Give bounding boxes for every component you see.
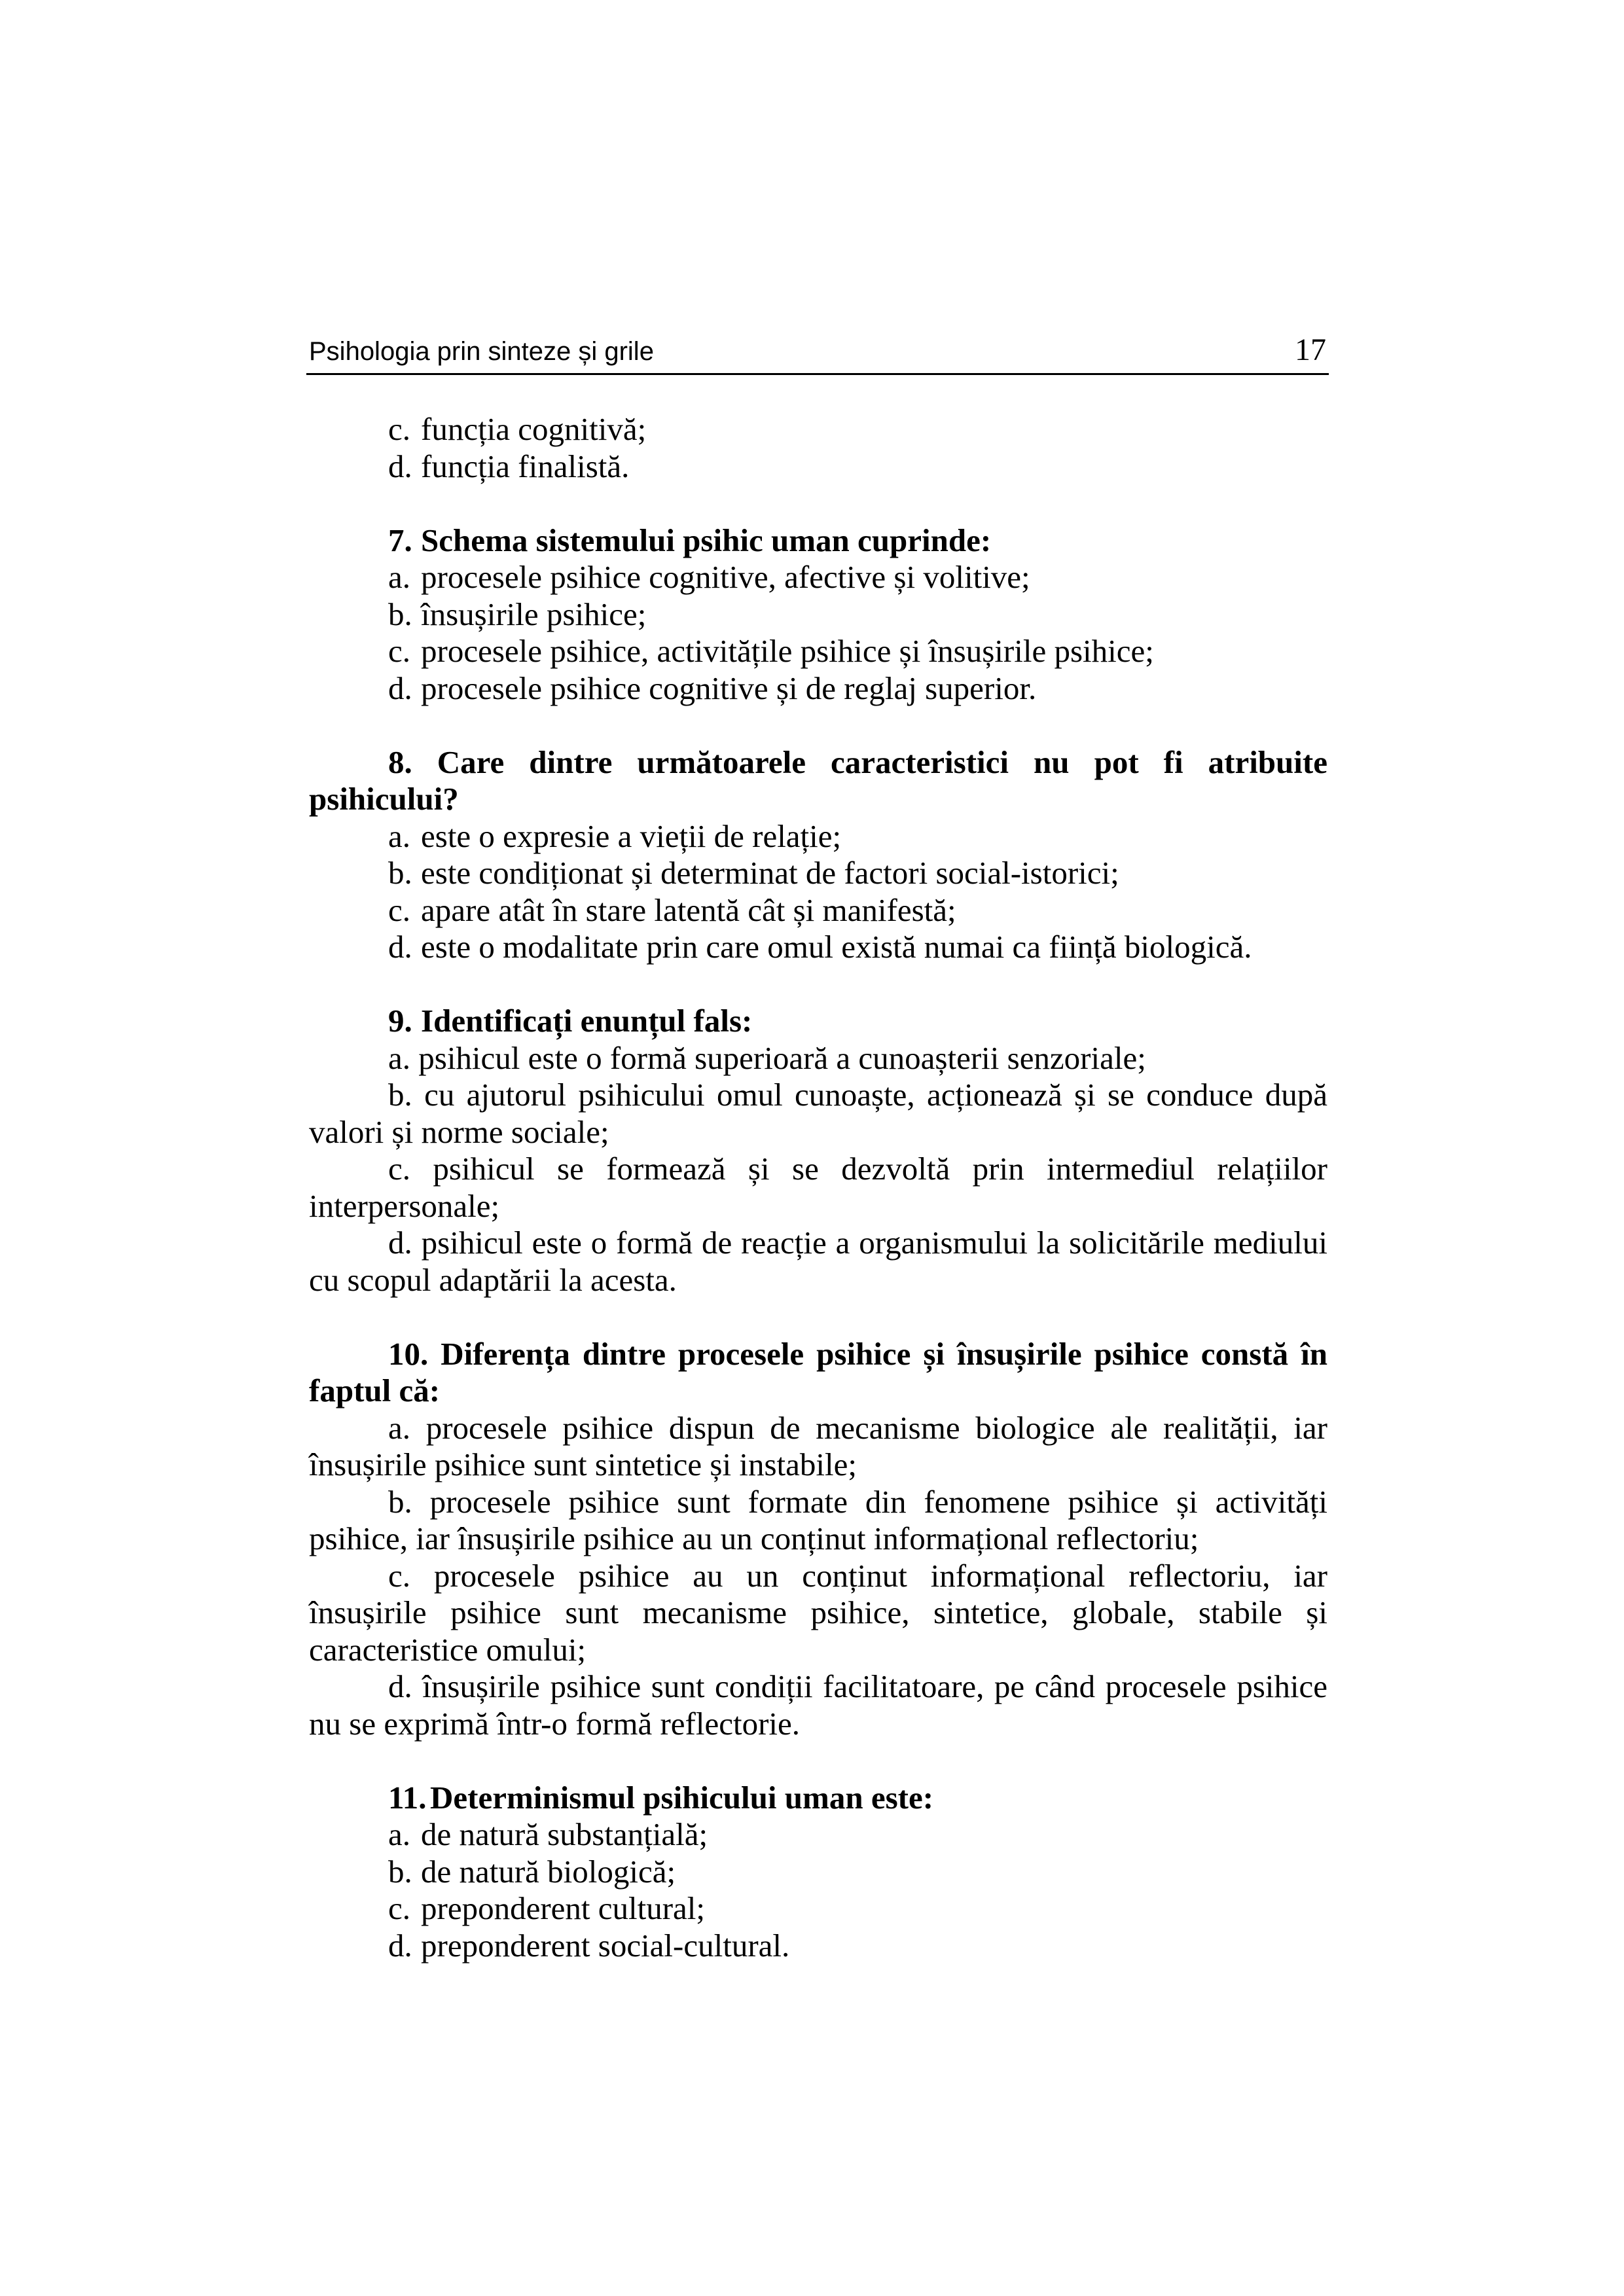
question-7 [309,522,1327,708]
option-c [309,892,1327,929]
option-a [309,1816,1327,1854]
option-b [309,855,1327,892]
option-d [309,670,1327,708]
question-number: 11. [388,1779,427,1816]
question-text: Determinismul psihicului uman este: [430,1779,934,1816]
question-text: Schema sistemului psihic uman cuprinde: [421,522,992,558]
question-number: 9. [388,1003,412,1039]
option-a: a. procesele psihice dispun de mecanisme biologice ale realității, iar însușirile psihice sunt sintetice și instabile; [309,1409,1327,1482]
option-c [309,1890,1327,1928]
option-text: procesele psihice cognitive și de reglaj superior. [421,670,1037,706]
option-d [309,1928,1327,1965]
question-8 [309,744,1327,966]
question-title [309,522,1327,560]
option-text: procesele psihice cognitive, afective și volitive; [421,559,1030,595]
option-d [309,448,1327,486]
question-title [309,1003,1327,1040]
option-text: de natură biologică; [421,1853,676,1890]
question-number: 7. [388,522,412,558]
option-c: c. psihicul se formează și se dezvoltă prin intermediul relațiilor interpersonale; [309,1151,1327,1224]
option-text: însușirile psihice; [421,596,647,632]
option-text: este o expresie a vieții de relație; [421,817,842,854]
option-text: este condiționat și determinat de factori social-istorici; [421,855,1119,891]
option-c: c. procesele psihice au un conținut informațional reflectoriu, iar însușirile psihice sunt mecanisme psihice, sintetice, globale, stabile și caracteristice omului; [309,1557,1327,1668]
question-11 [309,1780,1327,1965]
option-letter: d. [388,670,412,706]
option-text: este o modalitate prin care omul există numai ca ființă biologică. [421,929,1252,965]
option-letter: a. [388,559,410,595]
option-d: d. însușirile psihice sunt condiții facilitatoare, pe când procesele psihice nu se exprimă într-o formă reflectorie. [309,1668,1327,1742]
option-text: apare atât în stare latentă cât și manifestă; [421,891,956,928]
option-c [309,633,1327,670]
question-text: Identificați enunțul fals: [421,1003,753,1039]
option-b: b. cu ajutorul psihicului omul cunoaște, acționează și se conduce după valori și norme sociale; [309,1077,1327,1150]
option-a [309,818,1327,855]
option-text: preponderent social-cultural. [421,1927,790,1964]
option-b: b. procesele psihice sunt formate din fenomene psihice și activități psihice, iar însușirile psihice au un conținut informațional reflectoriu; [309,1483,1327,1556]
option-letter: d. [388,929,412,965]
option-b [309,1854,1327,1891]
question-9 [309,1003,1327,1299]
option-letter: d. [388,1927,412,1964]
option-text: preponderent cultural; [421,1890,706,1926]
option-letter: a. [388,1816,410,1852]
option-text: de natură substanțială; [421,1816,708,1852]
option-d: d. psihicul este o formă de reacție a organismului la solicitările mediului cu scopul adaptării la acesta. [309,1225,1327,1298]
page-number: 17 [1295,332,1326,367]
option-letter: a. [388,817,410,854]
option-letter: b. [388,1853,412,1890]
option-text: procesele psihice, activitățile psihice și însușirile psihice; [421,633,1154,669]
question-title [309,1780,1327,1817]
question-title: 8. Care dintre următoarele caracteristici nu pot fi atribuite psihicului? [309,744,1327,817]
question-title: 10. Diferența dintre procesele psihice și însușirile psihice constă în faptul că: [309,1335,1327,1408]
question-10 [309,1336,1327,1743]
option-text: funcția cognitivă; [421,411,647,447]
page-body [309,411,1327,2001]
option-letter: c. [388,891,410,928]
option-letter: d. [388,448,412,484]
option-letter: c. [388,633,410,669]
question-6-tail [309,411,1327,485]
option-text: funcția finalistă. [421,448,630,484]
option-letter: b. [388,855,412,891]
option-letter: c. [388,411,410,447]
running-title: Psihologia prin sinteze și grile [309,337,654,366]
option-letter: c. [388,1890,410,1926]
option-a: a. psihicul este o formă superioară a cunoașterii senzoriale; [388,1039,1146,1076]
running-header [306,327,1329,375]
option-c [309,411,1327,448]
option-b [309,596,1327,634]
option-d [309,929,1327,966]
option-a [309,559,1327,596]
option-letter: b. [388,596,412,632]
